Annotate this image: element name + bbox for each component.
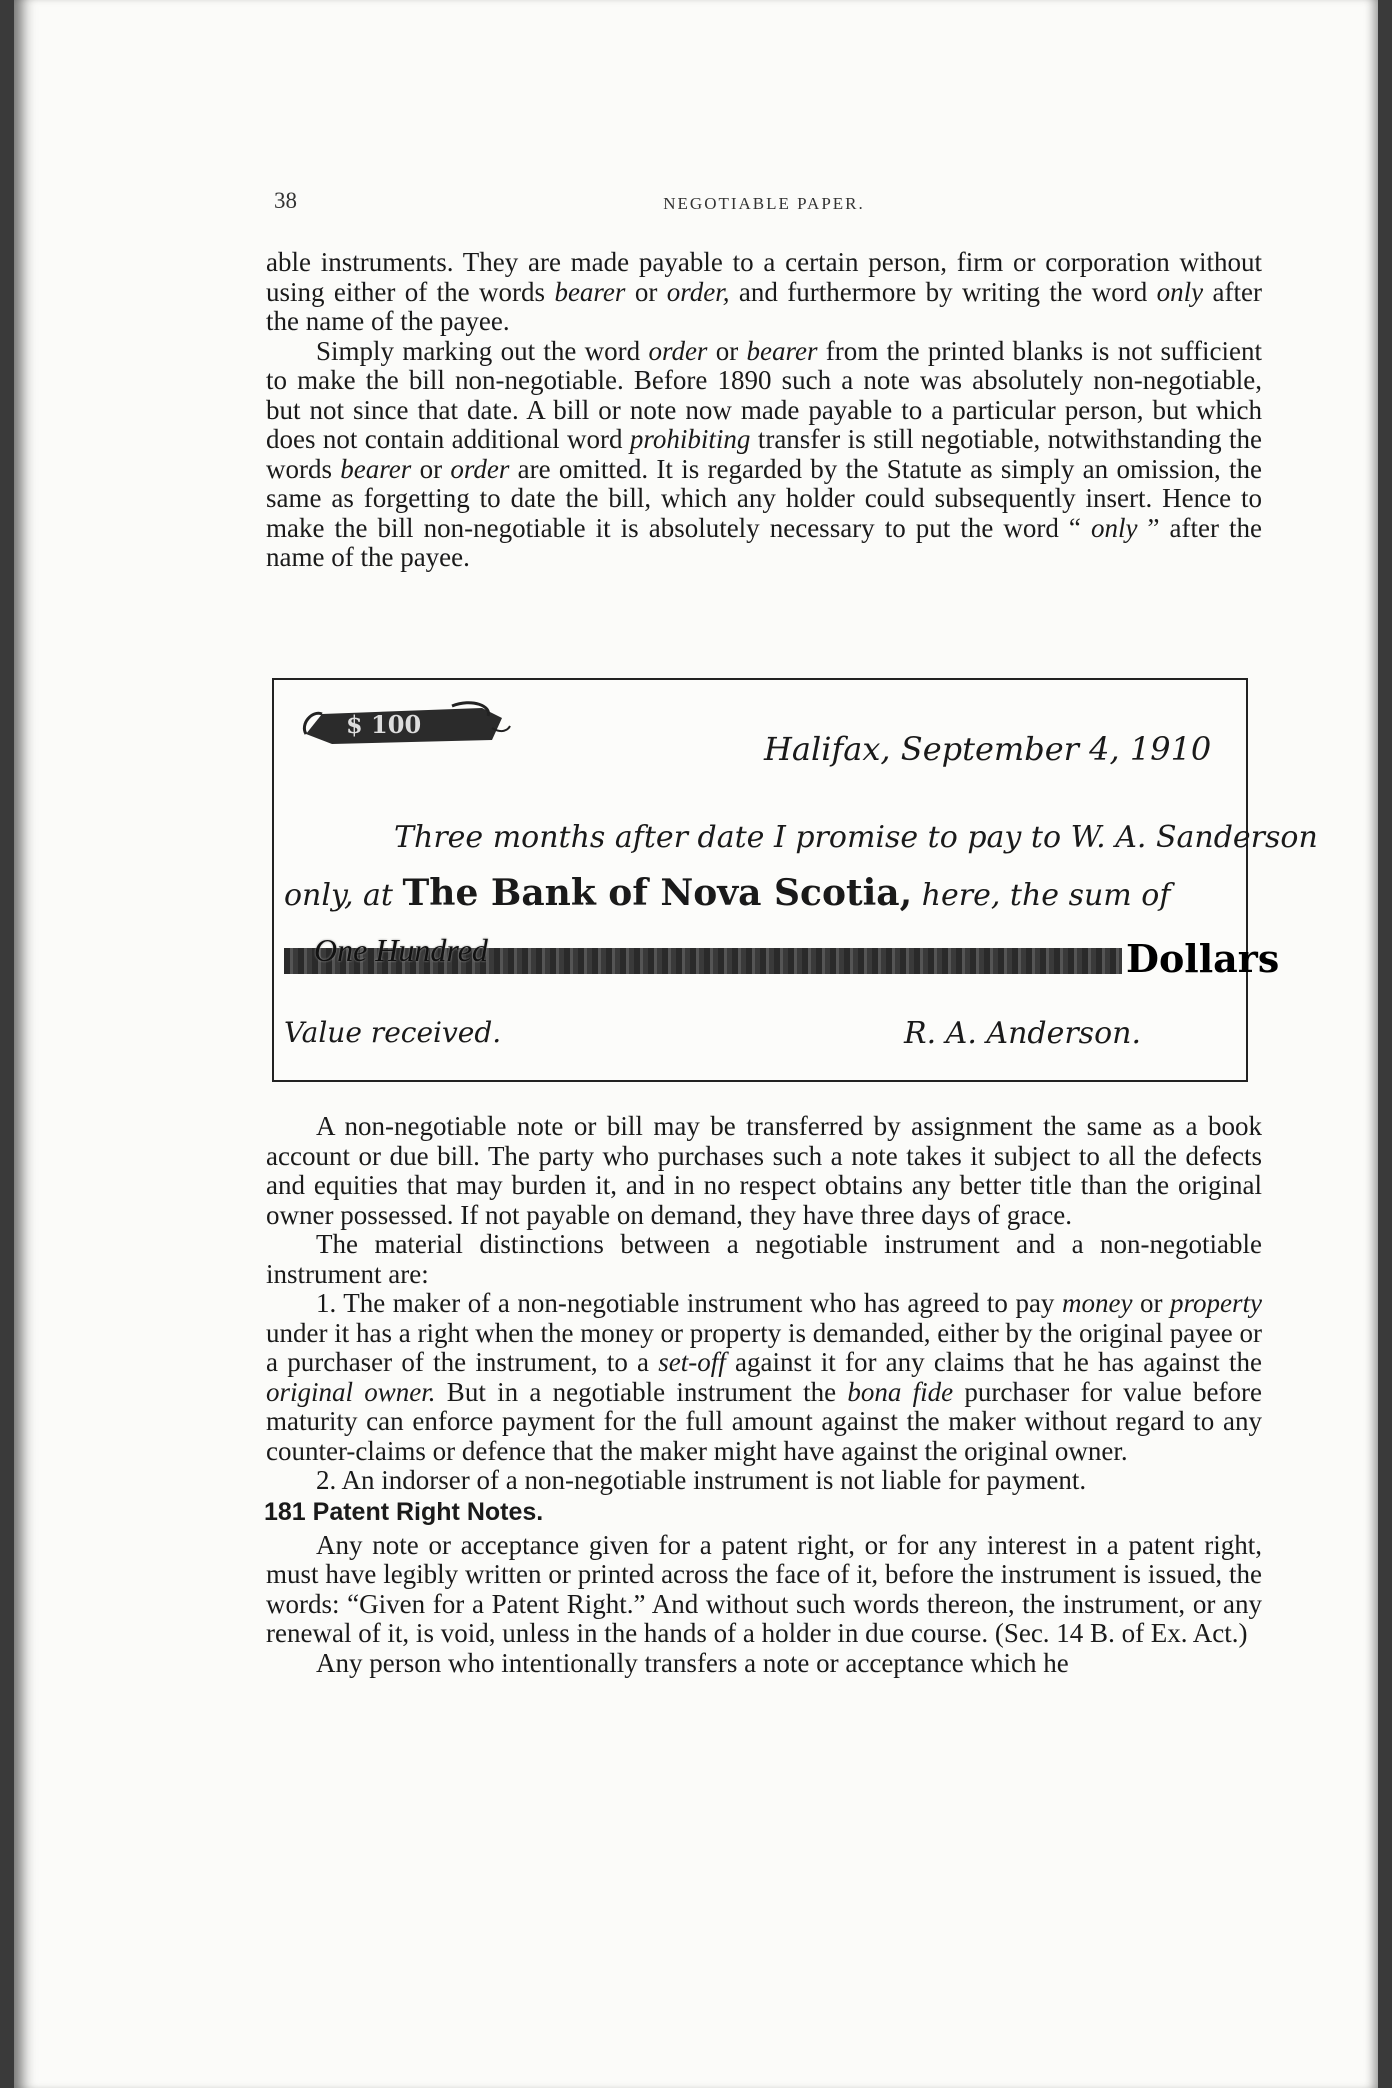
stub-amount: $ 100 — [346, 710, 422, 739]
maker-signature: R. A. Anderson. — [904, 1016, 1141, 1051]
note-dateline: Halifax, September 4, 1910 — [764, 730, 1212, 768]
promissory-note-illustration — [272, 678, 1318, 1082]
amount-stub — [302, 700, 512, 750]
value-received: Value received. — [284, 1016, 502, 1049]
running-title: NEGOTIABLE PAPER. — [663, 194, 865, 213]
bank-name: The Bank of Nova Scotia, — [402, 872, 913, 914]
dollars-label: Dollars — [1126, 936, 1280, 981]
paragraph-3: A non-negotiable note or bill may be transferred by assignment the same as a book account or due bill. The party who purchases such a note takes it subject to all the defects and equities that may burden it, and in no respect obtains any better title than the original owner possessed. If not payable on demand, they have three days of grace. — [266, 1111, 1262, 1230]
paragraph-5: 1. The maker of a non-negotiable instrument who has agreed to pay money or property under it has a right when the money or property is demanded, either by the original payee or a purchaser of the instrument, to a set-off against it for any claims that he has against the original owner. But in a negotiable instrument the bona fide purchaser for value before maturity can enforce payment for the full amount against the maker without regard to any counter-claims or defence that the maker might have against the original owner. — [266, 1288, 1263, 1466]
paragraph-6: 2. An indorser of a non-negotiable instrument is not liable for payment. — [316, 1465, 1087, 1495]
upper-text — [266, 248, 1262, 573]
paragraph-7: Any note or acceptance given for a patent right, or for any interest in a patent right, must have legibly written or printed across the face of it, before the instrument is issued, the words: “Given for a Patent Right.” And without such words thereon, the instrument, or any renewal of it, is void, unless in the hands of a holder in due course. (Sec. 14 B. of Ex. Act.) — [266, 1529, 1262, 1648]
note-promise-line: Three months after date I promise to pay to W. A. Sanderson — [394, 820, 1318, 855]
paragraph-2: Simply marking out the word order or bearer from the printed blanks is not sufficient to make the bill non-negotiable. Before 1890 such a note was absolutely non-negotiable, but not since that date. A bill or note now made payable to a particular person, but which does not contain additional word prohibiting transfer is still negotiable, notwithstanding the words bearer or order are omitted. It is regarded by the Statute as simply an omission, the same as forgetting to date the bill, which any holder could subsequently insert. Hence to make the bill non-negotiable it is absolutely necessary to put the word “ only ” after the name of the payee. — [266, 335, 1263, 572]
paragraph-4: The material distinctions between a negotiable instrument and a non-negotiable instrument are: — [266, 1229, 1262, 1289]
running-header — [266, 188, 1262, 218]
note-payee-line: only, at The Bank of Nova Scotia, here, the sum of — [284, 872, 1171, 914]
paragraph-8: Any person who intentionally transfers a note or acceptance which he — [316, 1647, 1069, 1678]
paragraph-1: able instruments. They are made payable to a certain person, firm or corporation without using either of the words bearer or order, and furthermore by writing the word only after the name of the payee. — [266, 247, 1263, 336]
page-number: 38 — [274, 188, 297, 213]
note-amount: One Hundred — [314, 932, 488, 968]
section-heading: 181 Patent Right Notes. — [264, 1497, 544, 1526]
lower-text — [266, 1112, 1262, 1678]
book-page — [14, 0, 1378, 2088]
